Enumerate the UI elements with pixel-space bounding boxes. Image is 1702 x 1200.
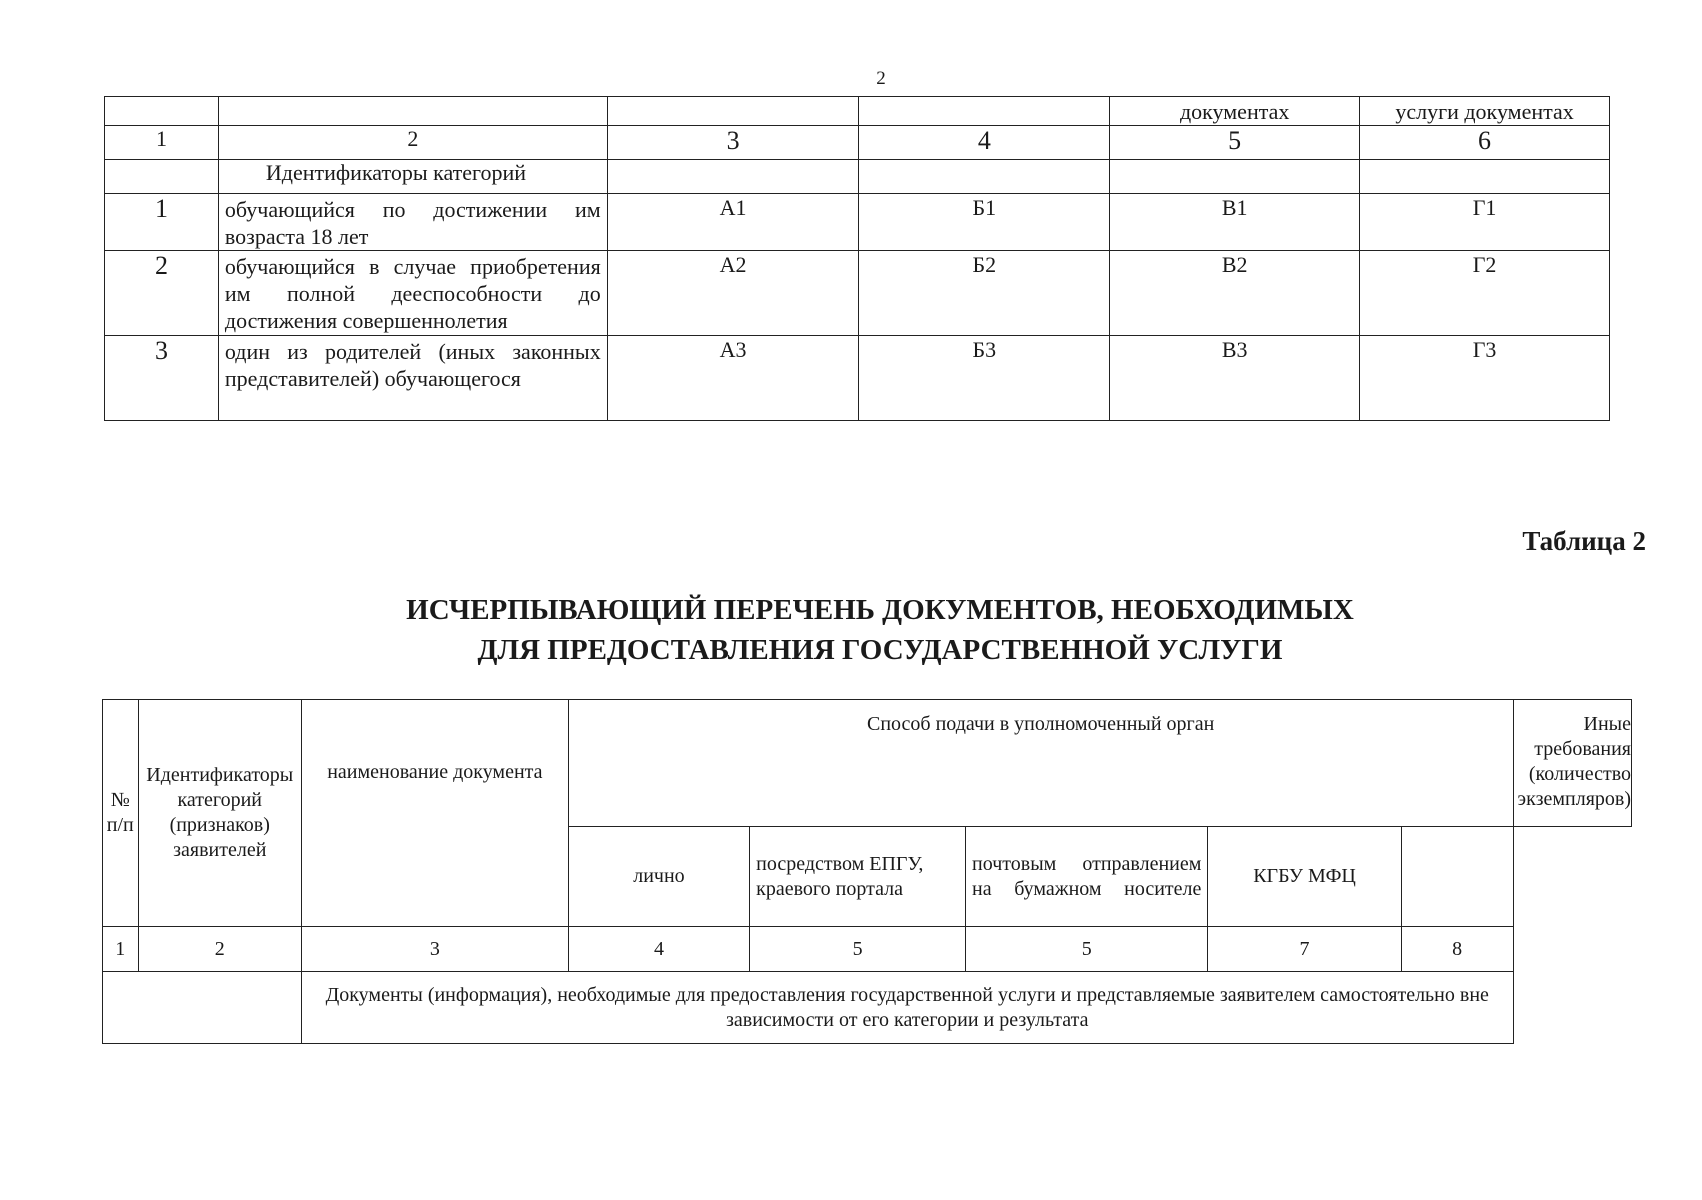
page-number: 2 (876, 68, 886, 89)
table1-header-cell (105, 97, 219, 126)
table1-header-cell (218, 97, 607, 126)
categories-table (104, 96, 1610, 421)
column-header-other-requirements: Иные требования (количество экземпляров) (1513, 700, 1631, 827)
category-code: Г2 (1360, 251, 1610, 336)
table1-header-cell: услуги документах (1360, 97, 1610, 126)
table1-header-cell (607, 97, 859, 126)
table1-section-row (105, 160, 1610, 194)
category-code: Г3 (1360, 336, 1610, 421)
category-code: А3 (607, 336, 859, 421)
table2-empty-cell (103, 972, 302, 1044)
table1-index-cell: 2 (218, 126, 607, 160)
table-label: Таблица 2 (1522, 526, 1646, 556)
table1-header-cell: документах (1110, 97, 1360, 126)
row-number: 1 (105, 194, 219, 251)
table1-section-label: Идентификаторы категорий (218, 160, 607, 194)
table1-empty-cell (1110, 160, 1360, 194)
table2-index-cell: 5 (966, 927, 1208, 972)
page-title: ИСЧЕРПЫВАЮЩИЙ ПЕРЕЧЕНЬ ДОКУМЕНТОВ, НЕОБХОДИМЫХ ДЛЯ ПРЕДОСТАВЛЕНИЯ ГОСУДАРСТВЕННОЙ УСЛУГИ (406, 594, 1354, 666)
table1-empty-cell (859, 160, 1110, 194)
table-row (105, 336, 1610, 421)
column-header-personal: лично (568, 827, 749, 927)
table1-header-row (105, 97, 1610, 126)
table2-empty-cell (1401, 827, 1513, 927)
table1-index-cell: 4 (859, 126, 1110, 160)
column-header-submission-method: Способ подачи в уполномоченный орган (568, 700, 1513, 827)
category-code: В3 (1110, 336, 1360, 421)
row-description: обучающийся по достижении им возраста 18 лет (218, 194, 607, 251)
column-header-number: № п/п (103, 700, 139, 927)
category-code: Б3 (859, 336, 1110, 421)
table-row (105, 194, 1610, 251)
table1-empty-cell (105, 160, 219, 194)
table1-header-cell (859, 97, 1110, 126)
category-code: А2 (607, 251, 859, 336)
table1-empty-cell (1360, 160, 1610, 194)
table1-index-cell: 1 (105, 126, 219, 160)
table2-index-cell: 8 (1401, 927, 1513, 972)
table2-index-cell: 7 (1208, 927, 1401, 972)
table1-index-row (105, 126, 1610, 160)
column-header-mail-text: почтовым отправлением на бумажном носителе (972, 852, 1202, 900)
category-code: А1 (607, 194, 859, 251)
category-code: Б2 (859, 251, 1110, 336)
category-code: Г1 (1360, 194, 1610, 251)
table-row (105, 251, 1610, 336)
table1-index-cell: 3 (607, 126, 859, 160)
table2-index-cell: 1 (103, 927, 139, 972)
table2-index-cell: 5 (750, 927, 966, 972)
column-header-mail (966, 827, 1208, 927)
table1-empty-cell (607, 160, 859, 194)
documents-table (102, 699, 1632, 1044)
table2-section-row (103, 972, 1632, 1044)
column-header-document-name: наименование документа (301, 700, 568, 927)
column-header-category-ids: Идентификаторы категорий (признаков) заявителей (138, 700, 301, 927)
column-header-mfc: КГБУ МФЦ (1208, 827, 1401, 927)
category-code: В2 (1110, 251, 1360, 336)
section-description: Документы (информация), необходимые для предоставления государственной услуги и представляемые заявителем самостоятельно вне зависимости от его категории и результата (301, 972, 1513, 1044)
row-number: 2 (105, 251, 219, 336)
table1-index-cell: 5 (1110, 126, 1360, 160)
row-description: обучающийся в случае приобретения им полной дееспособности до достижения совершеннолетия (218, 251, 607, 336)
category-code: В1 (1110, 194, 1360, 251)
row-description: один из родителей (иных законных представителей) обучающегося (218, 336, 607, 421)
column-header-epgu: посредством ЕПГУ, краевого портала (750, 827, 966, 927)
table2-index-cell: 4 (568, 927, 749, 972)
table1-index-cell: 6 (1360, 126, 1610, 160)
table2-header-row (103, 700, 1632, 827)
row-number: 3 (105, 336, 219, 421)
table2-index-cell: 2 (138, 927, 301, 972)
category-code: Б1 (859, 194, 1110, 251)
table2-index-cell: 3 (301, 927, 568, 972)
table2-index-row (103, 927, 1632, 972)
